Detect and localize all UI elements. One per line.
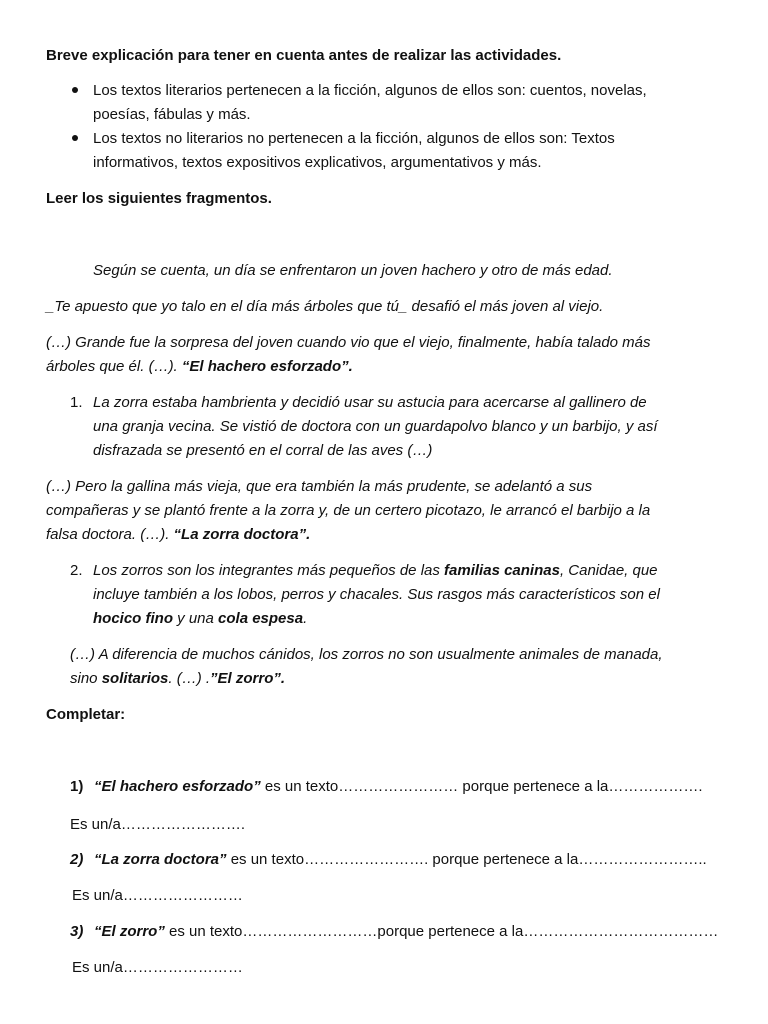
fragment1-line3: (…) Grande fue la sorpresa del joven cuando vio que el viejo, finalmente, había talado más (46, 334, 651, 351)
item-1-text: es un texto…………………… porque pertenece a la………………. (260, 778, 703, 795)
item-2-text: es un texto……………………. porque pertenece a la…………………….. (226, 851, 707, 868)
fragment3-line1-text: Los zorros son los integrantes más pequeños de las (93, 562, 445, 579)
fragment2-line3: disfrazada se presentó en el corral de las aves (…) (93, 442, 433, 459)
bullet-2-line1: Los textos no literarios no pertenecen a la ficción, algunos de ellos son: Textos (93, 130, 615, 147)
bullet-dot (72, 135, 78, 141)
read-title: Leer los siguientes fragmentos. (46, 190, 272, 207)
fragment3-line3-end: . (303, 610, 308, 627)
item-2-answer: Es un/a…………………… (72, 887, 243, 904)
item-3-answer: Es un/a…………………… (72, 959, 243, 976)
fragment1-title: “El hachero esforzado”. (181, 358, 353, 375)
item-1-line (94, 775, 703, 799)
item-3-line (94, 920, 718, 944)
fragment3-line2: incluye también a los lobos, perros y chacales. Sus rasgos más característicos son el (93, 586, 660, 603)
fragment3-title: ”El zorro”. (210, 670, 286, 687)
fragment2-line6-text: falsa doctora. (…). (46, 526, 174, 543)
fragment3-line5 (70, 667, 285, 691)
fragment3-line1-end: , Canidae, que (559, 562, 658, 579)
fragment1-line4-text: árboles que él. (…). (46, 358, 182, 375)
item-1-number: 1) (70, 778, 84, 795)
fragment3-line4: (…) A diferencia de muchos cánidos, los zorros no son usualmente animales de manada, (70, 646, 663, 663)
fragment3-solitarios: solitarios (101, 670, 169, 687)
intro-title: Breve explicación para tener en cuenta antes de realizar las actividades. (46, 47, 562, 64)
item-2-line (94, 848, 707, 872)
item-1-title: “El hachero esforzado” (94, 778, 261, 795)
fragment1-line2: _Te apuesto que yo talo en el día más árboles que tú_ desafió el más joven al viejo. (46, 298, 604, 315)
bullet-1-line2: poesías, fábulas y más. (93, 106, 251, 123)
bullet-1-line1: Los textos literarios pertenecen a la ficción, algunos de ellos son: cuentos, novelas, (93, 82, 647, 99)
fragment1-line4 (46, 355, 353, 379)
fragment2-line5: compañeras y se plantó frente a la zorra y, de un certero picotazo, le arrancó el barbijo a la (46, 502, 651, 519)
fragment1-line1: Según se cuenta, un día se enfrentaron un joven hachero y otro de más edad. (93, 262, 613, 279)
item-3-number: 3) (70, 923, 84, 940)
item-2-number: 2) (70, 851, 84, 868)
item-3-text: es un texto………………………porque pertenece a la………………………………… (164, 923, 719, 940)
item-3-title: “El zorro” (94, 923, 165, 940)
fragment2-line6 (46, 523, 310, 547)
fragment3-familias-caninas: familias caninas (444, 562, 560, 579)
complete-title: Completar: (46, 706, 126, 723)
fragment3-line5-mid: . (…) . (168, 670, 211, 687)
item-1-answer: Es un/a……………………. (70, 816, 246, 833)
fragment2-line1: La zorra estaba hambrienta y decidió usar su astucia para acercarse al gallinero de (93, 394, 647, 411)
fragment3-cola-espesa: cola espesa (218, 610, 304, 627)
fragment2-line2: una granja vecina. Se vistió de doctora con un guardapolvo blanco y un barbijo, y así (93, 418, 658, 435)
fragment3-line3-mid: y una (173, 610, 219, 627)
fragment3-line3 (93, 607, 307, 631)
fragment3-line1 (93, 559, 658, 583)
item-2-title: “La zorra doctora” (94, 851, 227, 868)
fragment2-title: “La zorra doctora”. (173, 526, 311, 543)
bullet-dot (72, 87, 78, 93)
fragment2-line4: (…) Pero la gallina más vieja, que era también la más prudente, se adelantó a sus (46, 478, 593, 495)
fragment3-number: 2. (70, 562, 83, 579)
bullet-2-line2: informativos, textos expositivos explicativos, argumentativos y más. (93, 154, 542, 171)
fragment3-hocico-fino: hocico fino (93, 610, 173, 627)
fragment3-line5-text: sino (70, 670, 102, 687)
fragment2-number: 1. (70, 394, 83, 411)
